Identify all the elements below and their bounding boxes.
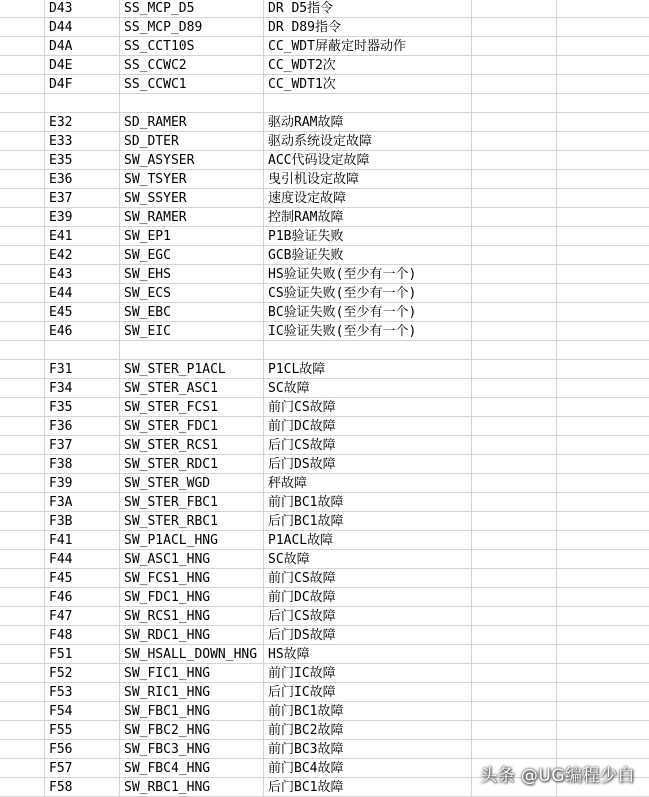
cell-description[interactable]: 前门BC4故障	[264, 759, 472, 777]
cell-description[interactable]	[264, 94, 472, 112]
table-row	[0, 398, 649, 417]
cell-empty[interactable]	[472, 151, 557, 169]
cell-blank[interactable]	[0, 0, 45, 17]
cell-blank[interactable]	[0, 474, 45, 492]
cell-signal[interactable]: SS_CCT10S	[120, 37, 264, 55]
cell-empty[interactable]	[557, 398, 649, 416]
cell-blank[interactable]	[0, 37, 45, 55]
cell-empty[interactable]	[557, 189, 649, 207]
cell-code[interactable]: D4A	[45, 37, 120, 55]
table-row	[0, 170, 649, 189]
cell-description[interactable]: 曳引机设定故障	[264, 170, 472, 188]
cell-description[interactable]: CC_WDT2次	[264, 56, 472, 74]
cell-code[interactable]: F58	[45, 778, 120, 796]
cell-signal[interactable]: SW_ECS	[120, 284, 264, 302]
cell-empty[interactable]	[472, 18, 557, 36]
cell-signal[interactable]: SW_FDC1_HNG	[120, 588, 264, 606]
cell-blank[interactable]	[0, 227, 45, 245]
cell-empty[interactable]	[472, 132, 557, 150]
cell-blank[interactable]	[0, 189, 45, 207]
cell-empty[interactable]	[472, 512, 557, 530]
cell-empty[interactable]	[557, 607, 649, 625]
cell-empty[interactable]	[557, 721, 649, 739]
cell-signal[interactable]: SW_STER_ASC1	[120, 379, 264, 397]
cell-code[interactable]	[45, 341, 120, 359]
cell-empty[interactable]	[472, 436, 557, 454]
cell-signal[interactable]: SW_STER_FDC1	[120, 417, 264, 435]
cell-empty[interactable]	[472, 474, 557, 492]
table-row	[0, 588, 649, 607]
cell-blank[interactable]	[0, 740, 45, 758]
table-row	[0, 75, 649, 94]
cell-code[interactable]: F48	[45, 626, 120, 644]
cell-empty[interactable]	[472, 322, 557, 340]
cell-code[interactable]: F54	[45, 702, 120, 720]
cell-empty[interactable]	[557, 569, 649, 587]
cell-code[interactable]: F3B	[45, 512, 120, 530]
cell-blank[interactable]	[0, 664, 45, 682]
cell-empty[interactable]	[557, 379, 649, 397]
cell-description[interactable]: 前门DC故障	[264, 588, 472, 606]
cell-empty[interactable]	[557, 417, 649, 435]
cell-signal[interactable]: SW_RAMER	[120, 208, 264, 226]
cell-description[interactable]: CS验证失败(至少有一个)	[264, 284, 472, 302]
table-row	[0, 436, 649, 455]
table-row	[0, 284, 649, 303]
cell-blank[interactable]	[0, 246, 45, 264]
cell-signal[interactable]: SW_EP1	[120, 227, 264, 245]
cell-signal[interactable]: SW_RIC1_HNG	[120, 683, 264, 701]
cell-signal[interactable]: SS_MCP_D89	[120, 18, 264, 36]
cell-signal[interactable]: SS_MCP_D5	[120, 0, 264, 17]
cell-description[interactable]: 后门IC故障	[264, 683, 472, 701]
cell-signal[interactable]: SW_ASYSER	[120, 151, 264, 169]
cell-empty[interactable]	[557, 56, 649, 74]
cell-code[interactable]: F44	[45, 550, 120, 568]
cell-description[interactable]: IC验证失败(至少有一个)	[264, 322, 472, 340]
table-row	[0, 56, 649, 75]
cell-empty[interactable]	[557, 664, 649, 682]
cell-blank[interactable]	[0, 208, 45, 226]
cell-blank[interactable]	[0, 721, 45, 739]
cell-empty[interactable]	[557, 341, 649, 359]
table-row	[0, 208, 649, 227]
cell-signal[interactable]: SW_RBC1_HNG	[120, 778, 264, 796]
cell-description[interactable]: 驱动RAM故障	[264, 113, 472, 131]
cell-blank[interactable]	[0, 265, 45, 283]
cell-empty[interactable]	[557, 151, 649, 169]
cell-signal[interactable]: SW_TSYER	[120, 170, 264, 188]
cell-empty[interactable]	[472, 56, 557, 74]
cell-code[interactable]: F46	[45, 588, 120, 606]
cell-description[interactable]: 后门BC1故障	[264, 778, 472, 796]
cell-empty[interactable]	[472, 37, 557, 55]
cell-blank[interactable]	[0, 151, 45, 169]
cell-empty[interactable]	[472, 493, 557, 511]
cell-empty[interactable]	[557, 322, 649, 340]
cell-empty[interactable]	[472, 626, 557, 644]
table-row	[0, 246, 649, 265]
cell-empty[interactable]	[472, 721, 557, 739]
cell-signal[interactable]: SW_EIC	[120, 322, 264, 340]
cell-code[interactable]: F41	[45, 531, 120, 549]
cell-empty[interactable]	[557, 113, 649, 131]
cell-empty[interactable]	[472, 246, 557, 264]
cell-empty[interactable]	[557, 227, 649, 245]
cell-signal[interactable]: SW_ASC1_HNG	[120, 550, 264, 568]
cell-empty[interactable]	[472, 75, 557, 93]
cell-blank[interactable]	[0, 75, 45, 93]
cell-blank[interactable]	[0, 170, 45, 188]
cell-description[interactable]: 前门BC2故障	[264, 721, 472, 739]
cell-empty[interactable]	[472, 360, 557, 378]
cell-code[interactable]: E35	[45, 151, 120, 169]
cell-signal[interactable]: SW_FBC3_HNG	[120, 740, 264, 758]
cell-signal[interactable]: SW_EBC	[120, 303, 264, 321]
cell-signal[interactable]: SW_SSYER	[120, 189, 264, 207]
cell-empty[interactable]	[472, 683, 557, 701]
cell-blank[interactable]	[0, 18, 45, 36]
table-row	[0, 94, 649, 113]
cell-blank[interactable]	[0, 322, 45, 340]
cell-code[interactable]: D4F	[45, 75, 120, 93]
table-row	[0, 37, 649, 56]
cell-empty[interactable]	[472, 417, 557, 435]
cell-code[interactable]: E42	[45, 246, 120, 264]
cell-description[interactable]: 后门DS故障	[264, 455, 472, 473]
cell-code[interactable]: F39	[45, 474, 120, 492]
cell-description[interactable]: 秤故障	[264, 474, 472, 492]
cell-code[interactable]: F57	[45, 759, 120, 777]
cell-empty[interactable]	[472, 227, 557, 245]
table-row	[0, 721, 649, 740]
cell-description[interactable]: 后门CS故障	[264, 436, 472, 454]
cell-blank[interactable]	[0, 550, 45, 568]
table-row	[0, 474, 649, 493]
cell-blank[interactable]	[0, 588, 45, 606]
cell-code[interactable]: E37	[45, 189, 120, 207]
cell-empty[interactable]	[472, 664, 557, 682]
cell-blank[interactable]	[0, 303, 45, 321]
cell-code[interactable]: F51	[45, 645, 120, 663]
table-row	[0, 740, 649, 759]
cell-description[interactable]: BC验证失败(至少有一个)	[264, 303, 472, 321]
cell-empty[interactable]	[557, 493, 649, 511]
cell-empty[interactable]	[557, 531, 649, 549]
cell-code[interactable]: F45	[45, 569, 120, 587]
cell-signal[interactable]: SW_FBC1_HNG	[120, 702, 264, 720]
cell-description[interactable]: DR D89指令	[264, 18, 472, 36]
cell-empty[interactable]	[557, 265, 649, 283]
cell-description[interactable]: 前门IC故障	[264, 664, 472, 682]
table-row	[0, 151, 649, 170]
table-row	[0, 0, 649, 18]
cell-signal[interactable]: SW_EHS	[120, 265, 264, 283]
cell-signal[interactable]: SW_STER_P1ACL	[120, 360, 264, 378]
cell-code[interactable]: E45	[45, 303, 120, 321]
cell-empty[interactable]	[472, 265, 557, 283]
table-row	[0, 360, 649, 379]
cell-code[interactable]: E46	[45, 322, 120, 340]
cell-code[interactable]: F3A	[45, 493, 120, 511]
table-row	[0, 455, 649, 474]
cell-code[interactable]: F53	[45, 683, 120, 701]
cell-blank[interactable]	[0, 341, 45, 359]
cell-blank[interactable]	[0, 379, 45, 397]
cell-description[interactable]: HS验证失败(至少有一个)	[264, 265, 472, 283]
cell-blank[interactable]	[0, 493, 45, 511]
cell-empty[interactable]	[557, 645, 649, 663]
table-row	[0, 322, 649, 341]
cell-empty[interactable]	[557, 284, 649, 302]
cell-empty[interactable]	[557, 740, 649, 758]
cell-code[interactable]: F47	[45, 607, 120, 625]
cell-description[interactable]: P1B验证失败	[264, 227, 472, 245]
cell-code[interactable]: F34	[45, 379, 120, 397]
cell-signal[interactable]: SS_CCWC2	[120, 56, 264, 74]
table-row	[0, 303, 649, 322]
cell-empty[interactable]	[472, 702, 557, 720]
cell-code[interactable]: F55	[45, 721, 120, 739]
cell-empty[interactable]	[557, 512, 649, 530]
table-row	[0, 493, 649, 512]
cell-empty[interactable]	[557, 0, 649, 17]
cell-description[interactable]: GCB验证失败	[264, 246, 472, 264]
cell-description[interactable]: SC故障	[264, 550, 472, 568]
cell-blank[interactable]	[0, 778, 45, 796]
cell-signal[interactable]: SD_RAMER	[120, 113, 264, 131]
table-row	[0, 550, 649, 569]
table-row	[0, 341, 649, 360]
cell-description[interactable]: ACC代码设定故障	[264, 151, 472, 169]
cell-blank[interactable]	[0, 360, 45, 378]
table-row	[0, 683, 649, 702]
table-row	[0, 227, 649, 246]
cell-signal[interactable]	[120, 341, 264, 359]
cell-description[interactable]: 速度设定故障	[264, 189, 472, 207]
cell-description[interactable]	[264, 341, 472, 359]
cell-empty[interactable]	[472, 569, 557, 587]
cell-signal[interactable]: SW_STER_FCS1	[120, 398, 264, 416]
cell-description[interactable]: SC故障	[264, 379, 472, 397]
cell-empty[interactable]	[472, 0, 557, 17]
cell-description[interactable]: 驱动系统设定故障	[264, 132, 472, 150]
cell-empty[interactable]	[557, 18, 649, 36]
cell-code[interactable]	[45, 94, 120, 112]
cell-blank[interactable]	[0, 645, 45, 663]
cell-code[interactable]: F52	[45, 664, 120, 682]
cell-code[interactable]: D4E	[45, 56, 120, 74]
cell-blank[interactable]	[0, 683, 45, 701]
cell-empty[interactable]	[472, 170, 557, 188]
cell-code[interactable]: E32	[45, 113, 120, 131]
cell-description[interactable]: HS故障	[264, 645, 472, 663]
table-row	[0, 113, 649, 132]
cell-blank[interactable]	[0, 531, 45, 549]
cell-empty[interactable]	[557, 132, 649, 150]
cell-empty[interactable]	[557, 75, 649, 93]
cell-empty[interactable]	[472, 379, 557, 397]
cell-empty[interactable]	[557, 455, 649, 473]
cell-blank[interactable]	[0, 132, 45, 150]
cell-empty[interactable]	[557, 208, 649, 226]
cell-empty[interactable]	[472, 588, 557, 606]
cell-empty[interactable]	[557, 550, 649, 568]
cell-empty[interactable]	[557, 37, 649, 55]
cell-signal[interactable]: SW_STER_FBC1	[120, 493, 264, 511]
cell-blank[interactable]	[0, 436, 45, 454]
table-row	[0, 265, 649, 284]
cell-description[interactable]: 后门DS故障	[264, 626, 472, 644]
cell-code[interactable]: F31	[45, 360, 120, 378]
cell-blank[interactable]	[0, 284, 45, 302]
cell-signal[interactable]: SD_DTER	[120, 132, 264, 150]
cell-signal[interactable]: SW_RDC1_HNG	[120, 626, 264, 644]
cell-empty[interactable]	[557, 303, 649, 321]
cell-empty[interactable]	[557, 246, 649, 264]
cell-code[interactable]: E36	[45, 170, 120, 188]
cell-signal[interactable]: SW_FBC2_HNG	[120, 721, 264, 739]
cell-description[interactable]: 控制RAM故障	[264, 208, 472, 226]
table-row	[0, 512, 649, 531]
cell-blank[interactable]	[0, 512, 45, 530]
cell-code[interactable]: F37	[45, 436, 120, 454]
cell-signal[interactable]: SW_RCS1_HNG	[120, 607, 264, 625]
cell-empty[interactable]	[557, 94, 649, 112]
table-row	[0, 702, 649, 721]
cell-description[interactable]: 前门CS故障	[264, 569, 472, 587]
table-row	[0, 645, 649, 664]
cell-code[interactable]: F36	[45, 417, 120, 435]
cell-blank[interactable]	[0, 759, 45, 777]
cell-empty[interactable]	[557, 683, 649, 701]
watermark: 头条 @UG编程少白	[479, 766, 635, 786]
cell-code[interactable]: E41	[45, 227, 120, 245]
cell-empty[interactable]	[472, 550, 557, 568]
cell-empty[interactable]	[472, 94, 557, 112]
cell-signal[interactable]	[120, 94, 264, 112]
cell-description[interactable]: CC_WDT屏蔽定时器动作	[264, 37, 472, 55]
cell-description[interactable]: 前门BC1故障	[264, 702, 472, 720]
cell-code[interactable]: E33	[45, 132, 120, 150]
cell-empty[interactable]	[472, 284, 557, 302]
cell-description[interactable]: 前门BC1故障	[264, 493, 472, 511]
cell-description[interactable]: 前门DC故障	[264, 417, 472, 435]
cell-signal[interactable]: SW_FIC1_HNG	[120, 664, 264, 682]
cell-empty[interactable]	[557, 474, 649, 492]
table-row	[0, 531, 649, 550]
cell-blank[interactable]	[0, 417, 45, 435]
cell-blank[interactable]	[0, 569, 45, 587]
cell-signal[interactable]: SW_P1ACL_HNG	[120, 531, 264, 549]
cell-code[interactable]: F35	[45, 398, 120, 416]
cell-empty[interactable]	[557, 588, 649, 606]
table-row	[0, 607, 649, 626]
cell-empty[interactable]	[472, 398, 557, 416]
cell-code[interactable]: E43	[45, 265, 120, 283]
cell-description[interactable]: DR D5指令	[264, 0, 472, 17]
table-row	[0, 189, 649, 208]
cell-blank[interactable]	[0, 94, 45, 112]
table-row	[0, 18, 649, 37]
cell-signal[interactable]: SW_STER_RCS1	[120, 436, 264, 454]
cell-signal[interactable]: SW_FBC4_HNG	[120, 759, 264, 777]
cell-description[interactable]: 后门CS故障	[264, 607, 472, 625]
cell-empty[interactable]	[472, 303, 557, 321]
cell-empty[interactable]	[557, 436, 649, 454]
cell-empty[interactable]	[557, 170, 649, 188]
cell-code[interactable]: F38	[45, 455, 120, 473]
cell-blank[interactable]	[0, 398, 45, 416]
cell-empty[interactable]	[472, 531, 557, 549]
cell-description[interactable]: 后门BC1故障	[264, 512, 472, 530]
cell-description[interactable]: 前门CS故障	[264, 398, 472, 416]
cell-code[interactable]: E44	[45, 284, 120, 302]
cell-blank[interactable]	[0, 607, 45, 625]
cell-code[interactable]: D43	[45, 0, 120, 17]
cell-signal[interactable]: SW_STER_RBC1	[120, 512, 264, 530]
cell-code[interactable]: E39	[45, 208, 120, 226]
cell-signal[interactable]: SW_STER_WGD	[120, 474, 264, 492]
cell-signal[interactable]: SW_STER_RDC1	[120, 455, 264, 473]
cell-blank[interactable]	[0, 702, 45, 720]
cell-empty[interactable]	[472, 645, 557, 663]
cell-empty[interactable]	[472, 113, 557, 131]
cell-blank[interactable]	[0, 56, 45, 74]
table-row	[0, 626, 649, 645]
cell-code[interactable]: D44	[45, 18, 120, 36]
cell-signal[interactable]: SW_FCS1_HNG	[120, 569, 264, 587]
cell-signal[interactable]: SS_CCWC1	[120, 75, 264, 93]
cell-description[interactable]: P1ACL故障	[264, 531, 472, 549]
cell-signal[interactable]: SW_HSALL_DOWN_HNG	[120, 645, 264, 663]
cell-blank[interactable]	[0, 455, 45, 473]
cell-empty[interactable]	[472, 740, 557, 758]
cell-empty[interactable]	[472, 607, 557, 625]
table-row	[0, 569, 649, 588]
cell-description[interactable]: CC_WDT1次	[264, 75, 472, 93]
cell-code[interactable]: F56	[45, 740, 120, 758]
table-row	[0, 379, 649, 398]
cell-signal[interactable]: SW_EGC	[120, 246, 264, 264]
cell-blank[interactable]	[0, 113, 45, 131]
cell-empty[interactable]	[557, 360, 649, 378]
cell-empty[interactable]	[557, 702, 649, 720]
cell-empty[interactable]	[472, 189, 557, 207]
cell-empty[interactable]	[557, 626, 649, 644]
table-row	[0, 132, 649, 151]
cell-empty[interactable]	[472, 341, 557, 359]
cell-blank[interactable]	[0, 626, 45, 644]
table-row	[0, 417, 649, 436]
cell-description[interactable]: P1CL故障	[264, 360, 472, 378]
cell-description[interactable]: 前门BC3故障	[264, 740, 472, 758]
table-row	[0, 664, 649, 683]
cell-empty[interactable]	[472, 455, 557, 473]
cell-empty[interactable]	[472, 208, 557, 226]
